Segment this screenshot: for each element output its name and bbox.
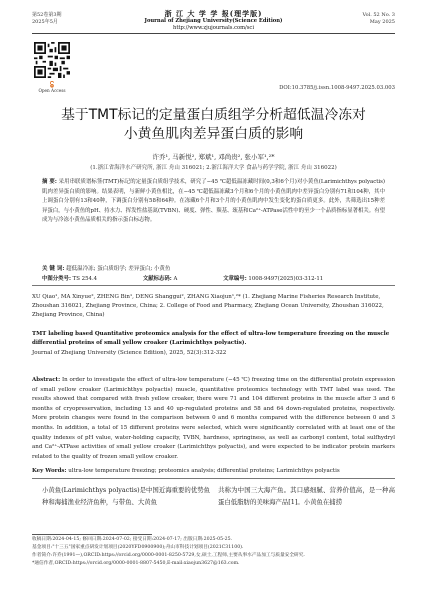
qr-code-icon[interactable]: [34, 42, 70, 78]
authors-en: XU Qiao¹, MA Xinyue², ZHENG Bin¹, DENG Shanggui², ZHANG Xiaojun¹,²* (1. Zhejiang Marine Fisheries Research Institute, Zhoushan 316021, Zhejiang Province, China; 2. College of Food and Pharmacy, Zhejiang Ocean University, Zhoushan 316022, Zhejiang Province, China): [32, 294, 384, 319]
article-id-item: [223, 276, 345, 282]
paper-title-cn: [0, 106, 427, 144]
title-line-2: 小黄鱼肌肉差异蛋白质的影响: [123, 126, 304, 142]
cls-value: TS 254.4: [72, 276, 98, 282]
authors-cn: 许乔¹, 马新悦², 郑斌¹, 邓尚贵², 张小军¹,²*: [152, 153, 275, 161]
open-lock-icon: [49, 81, 55, 88]
doi[interactable]: DOI:10.3785/j.issn.1008-9497.2025.03.003: [279, 85, 395, 91]
abstract-cn-label: 摘 要:: [42, 179, 57, 185]
journal-name-cn: 浙 江 大 学 学 报(理学版): [164, 9, 263, 18]
doc-code-value: A: [173, 276, 178, 282]
keywords-cn: [42, 264, 170, 272]
open-access-badge: [32, 81, 72, 93]
footnote-corresponding: *通信作者,ORCID:https://orcid.org/0000-0001-8807-5450,E-mail:xiaojun3627@163.com.: [32, 560, 240, 566]
keywords-en-text: ultra-low temperature freezing; proteomics analysis; differential proteins; Larimichthys polyactis: [68, 468, 340, 474]
article-id-label: 文章编号:: [223, 276, 247, 282]
affiliations-cn: (1.浙江省海洋水产研究所, 浙江 舟山 316021; 2.浙江海洋大学 食品与药学学院, 浙江 舟山 316022): [90, 165, 337, 171]
footnote-author-bio: 作者简介:许乔(1991—),ORCID:https://orcid.org/0000-0001-8250-5729,女,硕士,工程师,主要从事水产品加工与质量安全研究.: [32, 552, 305, 558]
keywords-en-label: Key Words:: [32, 468, 67, 474]
article-id-value: 1008-9497(2025)03-312-11: [248, 276, 324, 282]
keywords-cn-label: 关 键 词:: [42, 266, 65, 272]
abstract-en: [32, 376, 395, 462]
journal-url[interactable]: http://www.zjujournals.com/sci: [173, 25, 254, 31]
footnote-dates: 收稿日期:2024-04-15; 修回日期:2024-07-02; 接受日期:2024-07-17; 出版日期:2025-05-25.: [32, 537, 233, 542]
paper-title-en: TMT labeling based Quantitative proteomics analysis for the effect of ultra-low temperature freezing on the muscle differential proteins of small yellow croaker (Larimichthys polyactis).: [32, 331, 390, 347]
issue-date: 2025年5月: [32, 19, 58, 25]
cls-item: [42, 276, 119, 282]
abstract-cn: [42, 178, 385, 226]
volume-issue-en: Vol. 52 No. 3: [362, 12, 395, 18]
issue-date-en: May 2025: [369, 19, 395, 25]
header-divider: [32, 33, 395, 34]
footnotes: [32, 536, 395, 568]
classification-line: [42, 274, 367, 282]
abstract-cn-text: 采用串联质谱标签(TMT)标记的定量蛋白质组学技术，研究了−45 ℃超低温冻藏时间(0,3和6个月)对小黄鱼(Larimichthys polyactis)肌肉差异蛋白质的影响。结果表明，与新鲜小黄鱼相比，在−45 ℃超低温冻藏3个月和6个月的小黄鱼肌肉中差异蛋白分别有71和104种，其中上调蛋白分别有13和40种，下调蛋白分别有58和64种。在冻藏6个月和3个月的小黄鱼肌肉中发生变化的蛋白质更多。此外，共筛选出15种差异蛋白，与小黄鱼的pH、持水力、挥发性盐基氮(TVBN)、硬度、弹性、羰基、巯基和Ca²⁺-ATPase活性中的至少一个品质指标显著相关。有望成为与冷冻小黄鱼品质相关的指示蛋白标志物。: [42, 179, 385, 224]
doc-code-label: 文献标志码:: [142, 276, 172, 282]
section-divider: [32, 285, 395, 286]
body-column-left: 小黄鱼(Larimichthys polyactis)是中国近海重要的优势鱼种和海捕渔业经济鱼种，与带鱼、大黄鱼: [42, 486, 210, 506]
cls-label: 中图分类号:: [42, 276, 71, 282]
title-line-1: 基于TMT标记的定量蛋白质组学分析超低温冷冻对: [61, 107, 366, 123]
body-divider: [32, 478, 395, 479]
header-right: [362, 12, 395, 26]
body-column-right: 共称为中国三大海产鱼。其口感细腻、营养价值高，是一种高蛋白低脂肪的美味海产品[1]。小黄鱼在捕捞: [218, 486, 395, 506]
keywords-en: [32, 468, 395, 474]
abstract-en-text: In order to investigate the effect of ultra-low temperature (−45 ℃) freezing time on the differential protein expression of small yellow croaker (Larimichthys polyactis) muscle, quantitative proteomics technology with TMT label was used. The results showed that compared with fresh yellow croaker, there were 71 and 104 different proteins in the muscle after 3 and 6 months of cryopreservation, including 13 and 40 up-regulated proteins and 58 and 64 down-regulated proteins, respectively. More protein changes were found in the comparison between 0 and 6 months compared with the difference between 0 and 3 months. In addition, a total of 15 different proteins were selected, which were significantly correlated with at least one of the quality indexes of pH value, water-holding capacity, TVBN, hardness, springiness, as well as carbonyl content, total sulfhydryl and Ca²⁺-ATPase activities of small yellow croaker (Larimichthys polyactis), and were expected to be indicator protein markers related to the quality of frozen small yellow croaker.: [32, 377, 396, 460]
footnote-divider: [32, 534, 152, 535]
open-access-label: Open Access: [38, 88, 66, 93]
footnote-funding: 基金项目:"十三五"国家重点研发计划项目(2020YFD0900900);舟山市科技计划项目(2021C31100).: [32, 544, 244, 550]
keywords-cn-text: 超低温冷冻; 蛋白质组学; 差异蛋白; 小黄鱼: [66, 266, 171, 272]
journal-name-en: Journal of Zhejiang University(Science Edition): [144, 18, 283, 24]
abstract-en-label: Abstract:: [32, 377, 61, 383]
volume-issue: 第52卷第3期: [32, 12, 62, 18]
doc-code-item: [143, 276, 200, 282]
citation-en: Journal of Zhejiang University (Science Edition), 2025, 52(3):312-322: [32, 350, 227, 356]
